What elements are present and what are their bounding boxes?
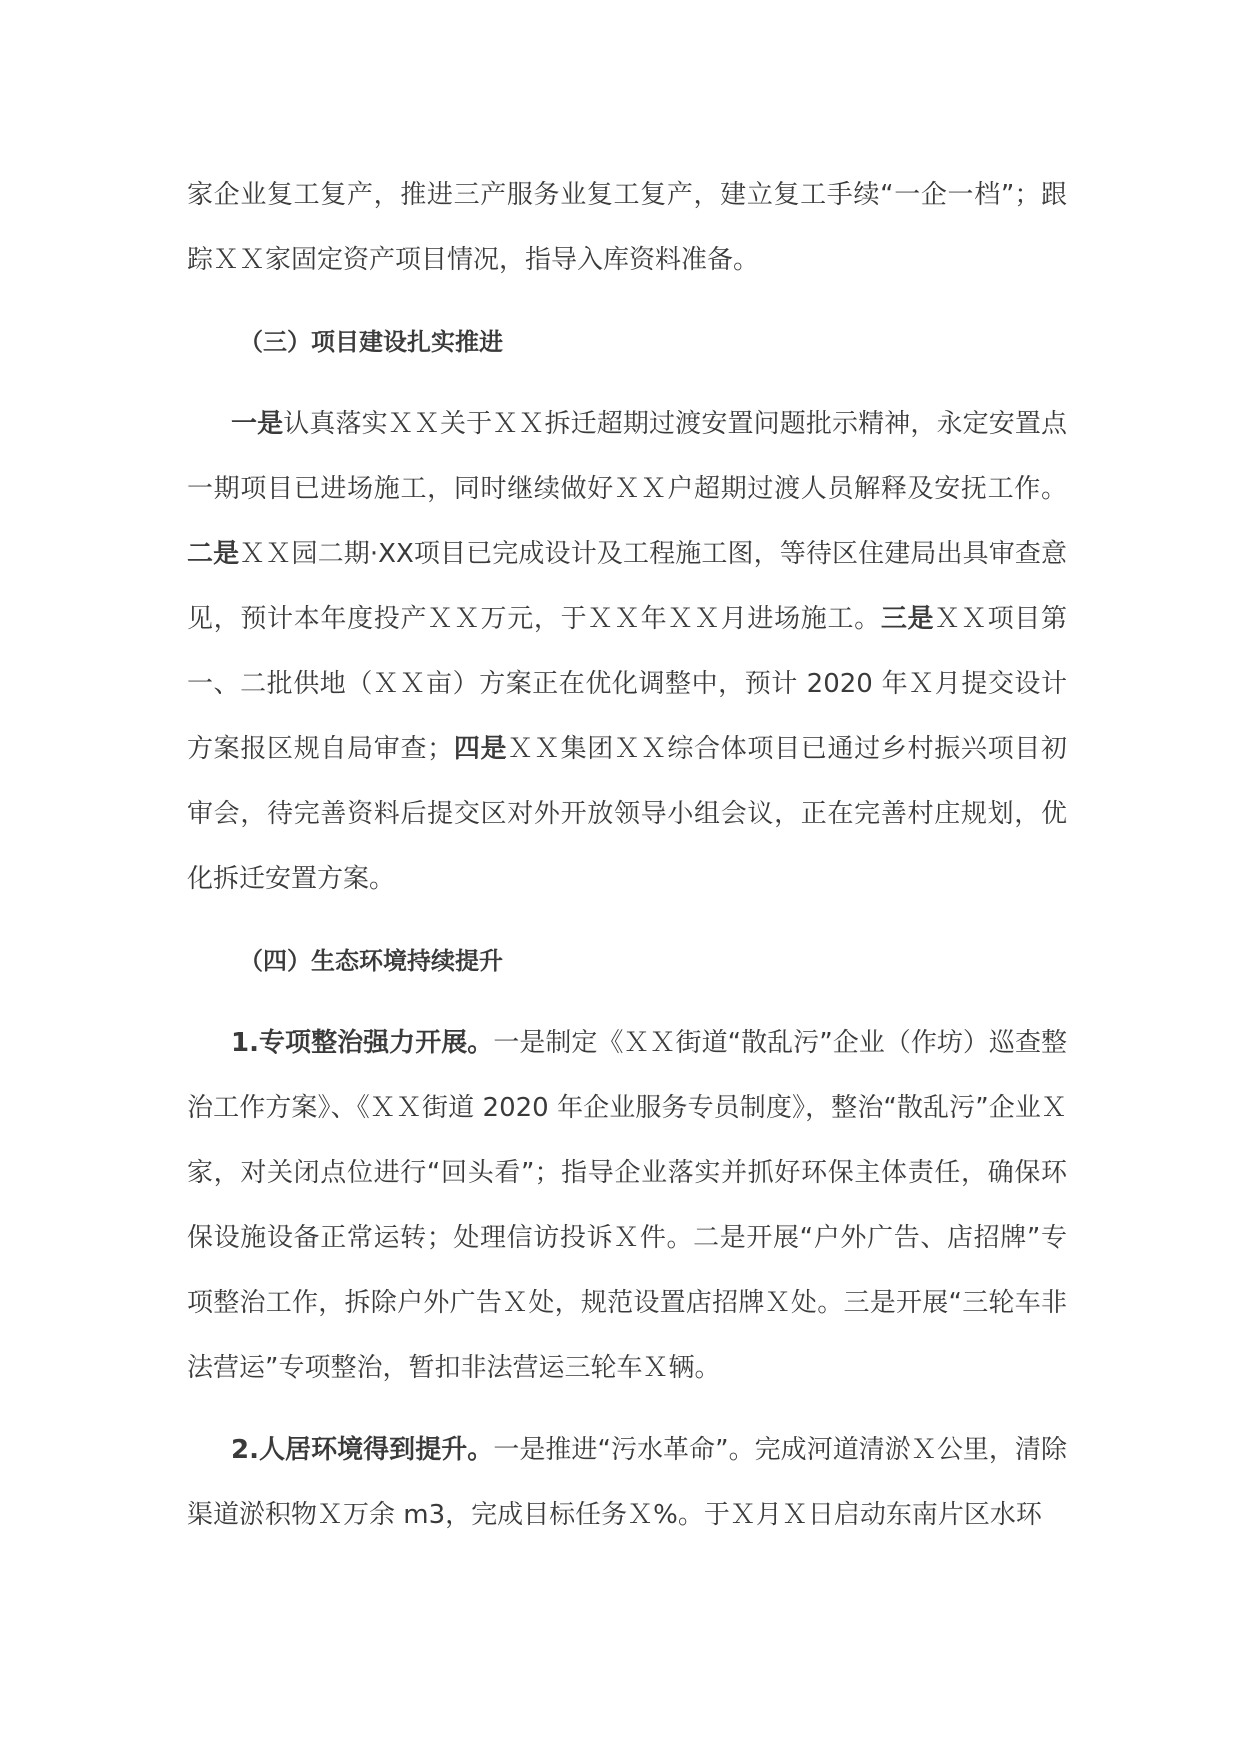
bold-lead: 三是 — [880, 604, 935, 634]
bold-lead: 二是 — [187, 539, 240, 569]
paragraph-special-rectification — [187, 1011, 1067, 1401]
paragraph-text: ＸＸ项目第一、二批供地（ＸＸ亩）方案正在优化调整中，预计 2020 年Ｘ月提交设计方案报区规自局审查； — [187, 604, 1067, 764]
paragraph-text: 一是推进“污水革命”。完成河道清淤Ｘ公里，清除渠道淤积物Ｘ万余 m3，完成目标任务Ｘ%。于Ｘ月Ｘ日启动东南片区水环 — [187, 1435, 1067, 1530]
paragraph-text: ＸＸ集团ＸＸ综合体项目已通过乡村振兴项目初审会，待完善资料后提交区对外开放领导小组会议，正在完善村庄规划，优化拆迁安置方案。 — [187, 734, 1067, 894]
paragraph-living-environment — [187, 1418, 1067, 1548]
paragraph-text: ＸＸ园二期·XX项目已完成设计及工程施工图，等待区住建局出具审查意见，预计本年度投产ＸＸ万元，于ＸＸ年ＸＸ月进场施工。 — [187, 539, 1067, 634]
paragraph-text: 一是制定《ＸＸ街道“散乱污”企业（作坊）巡查整治工作方案》、《ＸＸ街道 2020 年企业服务专员制度》，整治“散乱污”企业Ｘ家，对关闭点位进行“回头看”；指导企业落实并抓好环保主体责任，确保环保设施设备正常运转；处理信访投诉Ｘ件。二是开展“户外广告、店招牌”专项整治工作，拆除户外广告Ｘ处，规范设置店招牌Ｘ处。三是开展“三轮车非法营运”专项整治，暂扣非法营运三轮车Ｘ辆。 — [187, 1028, 1067, 1383]
bold-lead: 1.专项整治强力开展。 — [231, 1028, 494, 1058]
paragraph-text: 认真落实ＸＸ关于ＸＸ拆迁超期过渡安置问题批示精神，永定安置点一期项目已进场施工，同时继续做好ＸＸ户超期过渡人员解释及安抚工作。 — [187, 409, 1067, 504]
paragraph-continuation — [187, 163, 1067, 293]
document-page — [187, 163, 1067, 1548]
paragraph-text: 家企业复工复产，推进三产服务业复工复产，建立复工手续“一企一档”；跟踪ＸＸ家固定资产项目情况，指导入库资料准备。 — [187, 180, 1067, 275]
bold-lead: 一是 — [231, 409, 284, 439]
bold-lead: 2.人居环境得到提升。 — [231, 1435, 494, 1465]
paragraph-project-construction — [187, 392, 1067, 912]
section-heading-3: （三）项目建设扎实推进 — [239, 328, 503, 356]
section-heading-4: （四）生态环境持续提升 — [239, 947, 503, 975]
bold-lead: 四是 — [453, 734, 508, 764]
